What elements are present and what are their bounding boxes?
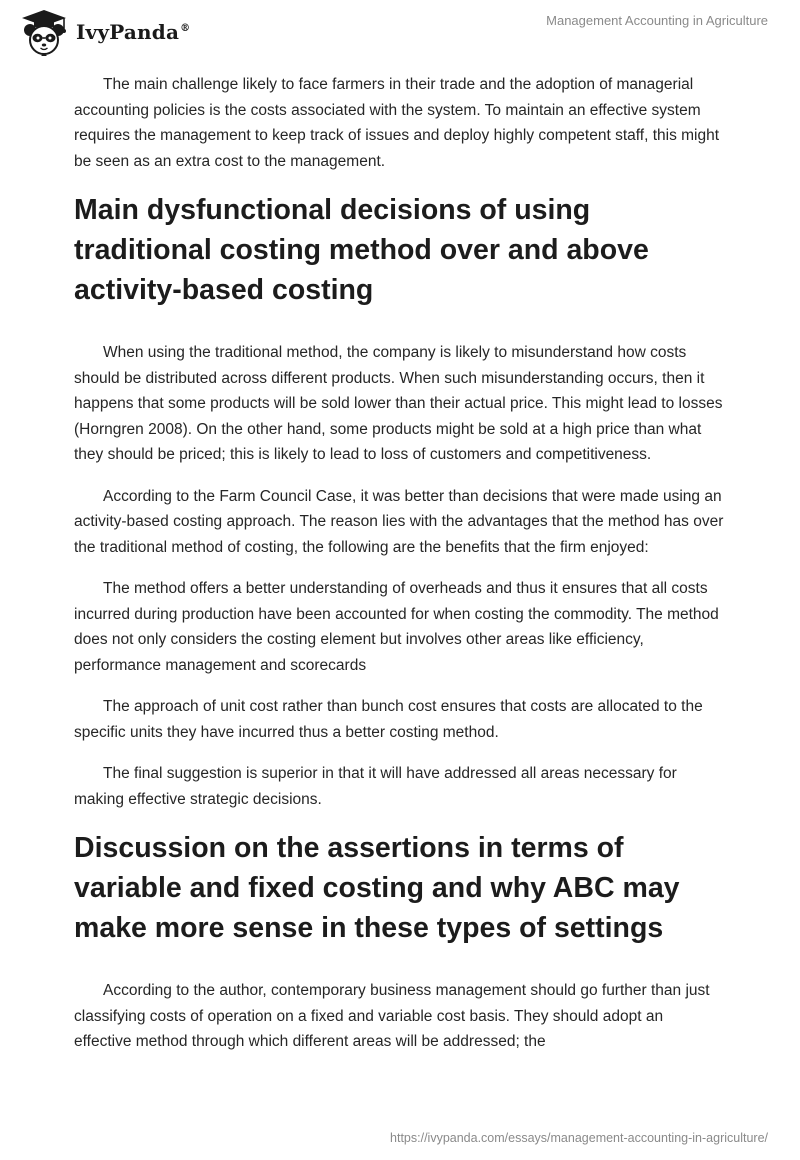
page-header bbox=[0, 0, 800, 60]
paragraph-5: The approach of unit cost rather than bunch cost ensures that costs are allocated to the specific units they have incurred thus a better costing method. bbox=[74, 698, 703, 741]
paragraph-3: According to the Farm Council Case, it was better than decisions that were made using an activity-based costing approach. The reason lies with the advantages that the method has over the traditional method of costing, the following are the benefits that the firm enjoyed: bbox=[74, 487, 724, 556]
ivypanda-logo[interactable] bbox=[16, 8, 190, 56]
paragraph-7: According to the author, contemporary business management should go further than just classifying costs of operation on a fixed and variable cost basis. They should adopt an effective method through which different areas will be addressed; the bbox=[74, 982, 710, 1050]
article-body bbox=[74, 72, 724, 1071]
section-heading-2: Discussion on the assertions in terms of variable and fixed costing and why ABC may make more sense in these types of settings bbox=[74, 832, 680, 944]
paragraph-4: The method offers a better understanding of overheads and thus it ensures that all costs incurred during production have been accounted for when costing the commodity. The method does not only considers the costing element but involves other areas like efficiency, performance management and scorecards bbox=[74, 580, 719, 674]
document-title: Management Accounting in Agriculture bbox=[546, 13, 768, 28]
source-url[interactable]: https://ivypanda.com/essays/management-accounting-in-agriculture/ bbox=[390, 1131, 768, 1145]
paragraph-6: The final suggestion is superior in that it will have addressed all areas necessary for making effective strategic decisions. bbox=[74, 765, 677, 808]
logo-text: IvyPanda® bbox=[76, 20, 191, 44]
section-heading-1: Main dysfunctional decisions of using traditional costing method over and above activity-based costing bbox=[74, 194, 649, 306]
panda-graduate-icon bbox=[16, 8, 72, 56]
paragraph-2: When using the traditional method, the company is likely to misunderstand how costs should be distributed across different products. When such misunderstanding occurs, then it happens that some products will be sold lower than their actual price. This might lead to losses (Horngren 2008). On the other hand, some products might be sold at a high price than what they should be priced; this is likely to lead to loss of customers and competitiveness. bbox=[74, 344, 723, 463]
paragraph-1: The main challenge likely to face farmers in their trade and the adoption of managerial accounting policies is the costs associated with the system. To maintain an effective system requires the management to keep track of issues and deploy highly competent staff, this might be seen as an extra cost to the management. bbox=[74, 76, 720, 170]
